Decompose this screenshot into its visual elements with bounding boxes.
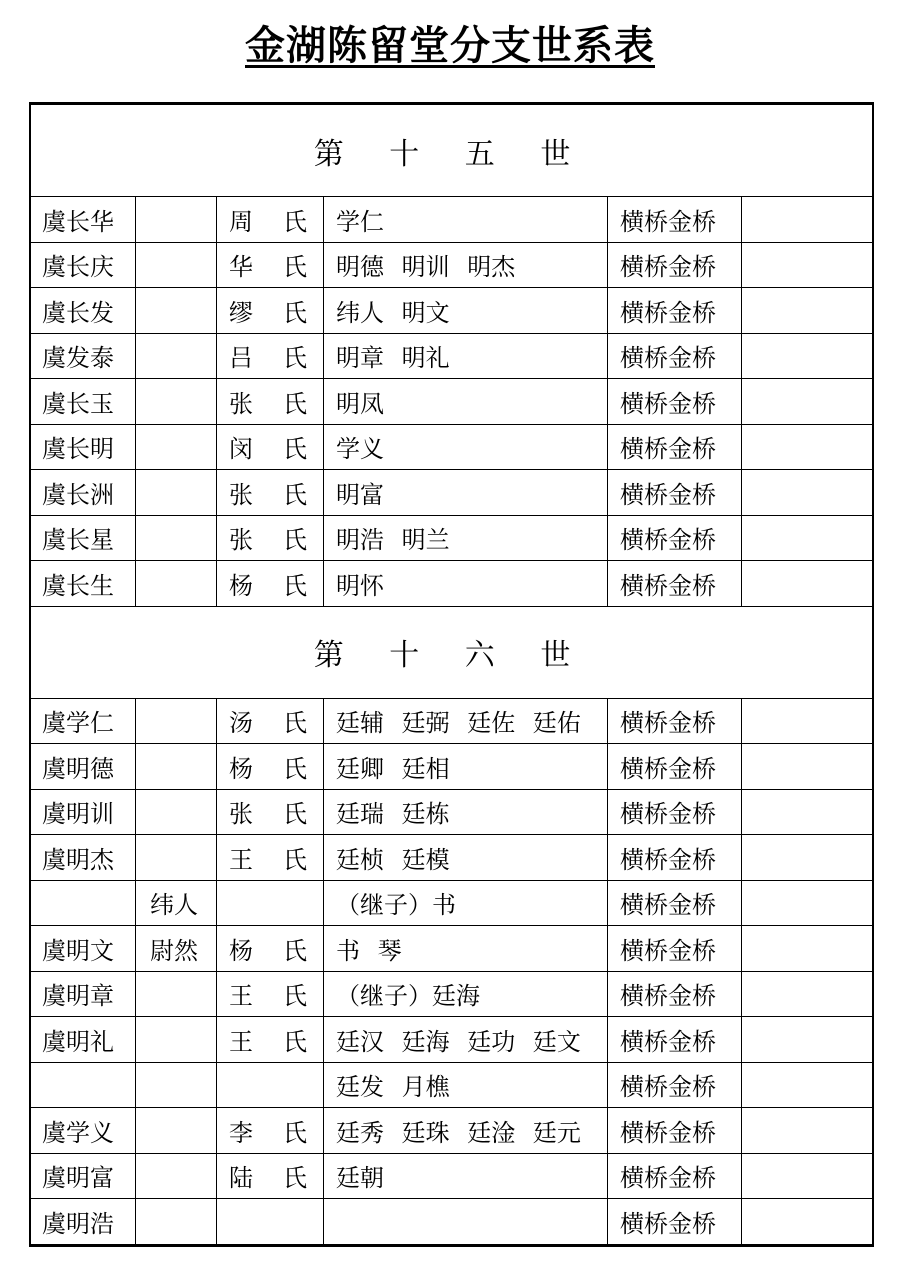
residence-cell: 横桥金桥	[608, 197, 742, 243]
courtesy-name-cell	[136, 835, 217, 881]
children-cell: 廷朝	[324, 1153, 608, 1199]
notes-cell	[742, 789, 873, 835]
children-cell: 廷桢 廷模	[324, 835, 608, 881]
generation-heading: 第 十 六 世	[30, 606, 873, 698]
genealogy-table	[29, 102, 873, 1245]
table-row	[30, 1153, 873, 1199]
notes-cell	[742, 197, 873, 243]
residence-cell: 横桥金桥	[608, 926, 742, 972]
residence-cell: 横桥金桥	[608, 379, 742, 425]
spouse-cell	[217, 1062, 324, 1108]
person-name-cell: 虞明浩	[30, 1199, 136, 1245]
residence-cell: 横桥金桥	[608, 835, 742, 881]
person-name-cell: 虞明文	[30, 926, 136, 972]
notes-cell	[742, 1153, 873, 1199]
children-cell: 廷瑞 廷栋	[324, 789, 608, 835]
courtesy-name-cell	[136, 971, 217, 1017]
courtesy-name-cell	[136, 197, 217, 243]
spouse-cell	[217, 515, 324, 561]
spouse-surname: 汤	[229, 709, 253, 738]
courtesy-name-cell	[136, 561, 217, 607]
children-cell: 廷汉 廷海 廷功 廷文	[324, 1017, 608, 1063]
table-row	[30, 1108, 873, 1154]
courtesy-name-cell	[136, 744, 217, 790]
spouse-cell	[217, 333, 324, 379]
courtesy-name-cell	[136, 1199, 217, 1245]
spouse-cell	[217, 379, 324, 425]
residence-cell: 横桥金桥	[608, 424, 742, 470]
residence-cell: 横桥金桥	[608, 1199, 742, 1245]
courtesy-name-cell	[136, 1062, 217, 1108]
spouse-surname: 李	[229, 1118, 253, 1147]
residence-cell: 横桥金桥	[608, 1062, 742, 1108]
spouse-cell	[217, 561, 324, 607]
spouse-shi: 氏	[283, 526, 307, 555]
children-cell: 纬人 明文	[324, 288, 608, 334]
spouse-cell	[217, 744, 324, 790]
children-cell: （继子）书	[324, 880, 608, 926]
person-name-cell: 虞长华	[30, 197, 136, 243]
residence-cell: 横桥金桥	[608, 242, 742, 288]
spouse-cell	[217, 470, 324, 516]
spouse-cell	[217, 880, 324, 926]
person-name-cell: 虞长发	[30, 288, 136, 334]
residence-cell: 横桥金桥	[608, 789, 742, 835]
spouse-surname: 王	[229, 1027, 253, 1056]
spouse-surname: 张	[229, 389, 253, 418]
residence-cell: 横桥金桥	[608, 1153, 742, 1199]
table-row	[30, 744, 873, 790]
person-name-cell: 虞发泰	[30, 333, 136, 379]
courtesy-name-cell	[136, 698, 217, 744]
spouse-shi: 氏	[283, 298, 307, 327]
residence-cell: 横桥金桥	[608, 333, 742, 379]
courtesy-name-cell	[136, 242, 217, 288]
notes-cell	[742, 698, 873, 744]
children-cell	[324, 1199, 608, 1245]
courtesy-name-cell	[136, 379, 217, 425]
notes-cell	[742, 424, 873, 470]
notes-cell	[742, 288, 873, 334]
spouse-cell	[217, 1108, 324, 1154]
spouse-surname: 张	[229, 800, 253, 829]
courtesy-name-cell: 纬人	[136, 880, 217, 926]
person-name-cell: 虞长星	[30, 515, 136, 561]
table-row	[30, 835, 873, 881]
spouse-cell	[217, 835, 324, 881]
spouse-shi: 氏	[283, 253, 307, 282]
notes-cell	[742, 379, 873, 425]
person-name-cell: 虞长玉	[30, 379, 136, 425]
spouse-surname: 张	[229, 526, 253, 555]
residence-cell: 横桥金桥	[608, 288, 742, 334]
spouse-shi: 氏	[283, 571, 307, 600]
table-row	[30, 1062, 873, 1108]
notes-cell	[742, 333, 873, 379]
spouse-shi: 氏	[283, 344, 307, 373]
spouse-cell	[217, 1153, 324, 1199]
generation-header-row	[30, 606, 873, 698]
table-row	[30, 561, 873, 607]
courtesy-name-cell	[136, 333, 217, 379]
notes-cell	[742, 926, 873, 972]
table-row	[30, 379, 873, 425]
courtesy-name-cell	[136, 1153, 217, 1199]
spouse-surname: 陆	[229, 1164, 253, 1193]
spouse-surname: 周	[229, 207, 253, 236]
courtesy-name-cell	[136, 789, 217, 835]
children-cell: 明怀	[324, 561, 608, 607]
spouse-shi: 氏	[283, 389, 307, 418]
children-cell: 廷卿 廷相	[324, 744, 608, 790]
notes-cell	[742, 880, 873, 926]
spouse-cell	[217, 971, 324, 1017]
table-row	[30, 515, 873, 561]
children-cell: （继子）廷海	[324, 971, 608, 1017]
residence-cell: 横桥金桥	[608, 1108, 742, 1154]
spouse-shi: 氏	[283, 1118, 307, 1147]
residence-cell: 横桥金桥	[608, 971, 742, 1017]
person-name-cell: 虞长庆	[30, 242, 136, 288]
table-row	[30, 698, 873, 744]
person-name-cell: 虞明礼	[30, 1017, 136, 1063]
children-cell: 书 琴	[324, 926, 608, 972]
residence-cell: 横桥金桥	[608, 880, 742, 926]
children-cell: 明德 明训 明杰	[324, 242, 608, 288]
spouse-shi: 氏	[283, 754, 307, 783]
spouse-cell	[217, 789, 324, 835]
spouse-shi: 氏	[283, 207, 307, 236]
spouse-cell	[217, 1017, 324, 1063]
spouse-cell	[217, 242, 324, 288]
person-name-cell: 虞长洲	[30, 470, 136, 516]
spouse-cell	[217, 288, 324, 334]
notes-cell	[742, 1108, 873, 1154]
notes-cell	[742, 515, 873, 561]
children-cell: 廷发 月樵	[324, 1062, 608, 1108]
spouse-shi: 氏	[283, 845, 307, 874]
spouse-surname: 闵	[229, 435, 253, 464]
residence-cell: 横桥金桥	[608, 561, 742, 607]
courtesy-name-cell	[136, 470, 217, 516]
spouse-cell	[217, 926, 324, 972]
spouse-surname: 缪	[229, 298, 253, 327]
spouse-surname: 张	[229, 480, 253, 509]
spouse-surname: 杨	[229, 754, 253, 783]
courtesy-name-cell	[136, 515, 217, 561]
spouse-cell	[217, 197, 324, 243]
table-row	[30, 926, 873, 972]
notes-cell	[742, 1062, 873, 1108]
table-row	[30, 789, 873, 835]
notes-cell	[742, 1017, 873, 1063]
children-cell: 明浩 明兰	[324, 515, 608, 561]
table-row	[30, 242, 873, 288]
person-name-cell	[30, 1062, 136, 1108]
table-row	[30, 1199, 873, 1245]
residence-cell: 横桥金桥	[608, 470, 742, 516]
children-cell: 明富	[324, 470, 608, 516]
courtesy-name-cell	[136, 1108, 217, 1154]
notes-cell	[742, 744, 873, 790]
children-cell: 明凤	[324, 379, 608, 425]
spouse-surname: 华	[229, 253, 253, 282]
courtesy-name-cell	[136, 424, 217, 470]
person-name-cell: 虞明章	[30, 971, 136, 1017]
spouse-shi: 氏	[283, 480, 307, 509]
notes-cell	[742, 835, 873, 881]
children-cell: 廷辅 廷弼 廷佐 廷佑	[324, 698, 608, 744]
notes-cell	[742, 1199, 873, 1245]
person-name-cell: 虞学义	[30, 1108, 136, 1154]
children-cell: 廷秀 廷珠 廷淦 廷元	[324, 1108, 608, 1154]
residence-cell: 横桥金桥	[608, 515, 742, 561]
notes-cell	[742, 561, 873, 607]
courtesy-name-cell: 尉然	[136, 926, 217, 972]
children-cell: 学仁	[324, 197, 608, 243]
spouse-cell	[217, 698, 324, 744]
spouse-surname: 吕	[229, 344, 253, 373]
children-cell: 明章 明礼	[324, 333, 608, 379]
residence-cell: 横桥金桥	[608, 698, 742, 744]
courtesy-name-cell	[136, 1017, 217, 1063]
spouse-shi: 氏	[283, 1164, 307, 1193]
table-row	[30, 1017, 873, 1063]
spouse-shi: 氏	[283, 800, 307, 829]
table-row	[30, 333, 873, 379]
person-name-cell: 虞明杰	[30, 835, 136, 881]
spouse-shi: 氏	[283, 435, 307, 464]
residence-cell: 横桥金桥	[608, 744, 742, 790]
person-name-cell: 虞长生	[30, 561, 136, 607]
spouse-surname: 杨	[229, 571, 253, 600]
residence-cell: 横桥金桥	[608, 1017, 742, 1063]
table-row	[30, 197, 873, 243]
table-row	[30, 971, 873, 1017]
person-name-cell: 虞学仁	[30, 698, 136, 744]
spouse-cell	[217, 1199, 324, 1245]
person-name-cell	[30, 880, 136, 926]
spouse-surname: 杨	[229, 936, 253, 965]
notes-cell	[742, 242, 873, 288]
children-cell: 学义	[324, 424, 608, 470]
person-name-cell: 虞明德	[30, 744, 136, 790]
table-row	[30, 880, 873, 926]
spouse-surname: 王	[229, 982, 253, 1011]
page-title	[0, 14, 900, 71]
spouse-shi: 氏	[283, 936, 307, 965]
courtesy-name-cell	[136, 288, 217, 334]
person-name-cell: 虞长明	[30, 424, 136, 470]
person-name-cell: 虞明训	[30, 789, 136, 835]
table-row	[30, 424, 873, 470]
table-row	[30, 470, 873, 516]
generation-header-row	[30, 104, 873, 197]
generation-heading: 第 十 五 世	[30, 104, 873, 197]
person-name-cell: 虞明富	[30, 1153, 136, 1199]
spouse-cell	[217, 424, 324, 470]
page-title-text: 金湖陈留堂分支世系表	[245, 23, 655, 69]
table-row	[30, 288, 873, 334]
notes-cell	[742, 971, 873, 1017]
spouse-surname: 王	[229, 845, 253, 874]
spouse-shi: 氏	[283, 982, 307, 1011]
spouse-shi: 氏	[283, 1027, 307, 1056]
spouse-shi: 氏	[283, 709, 307, 738]
notes-cell	[742, 470, 873, 516]
